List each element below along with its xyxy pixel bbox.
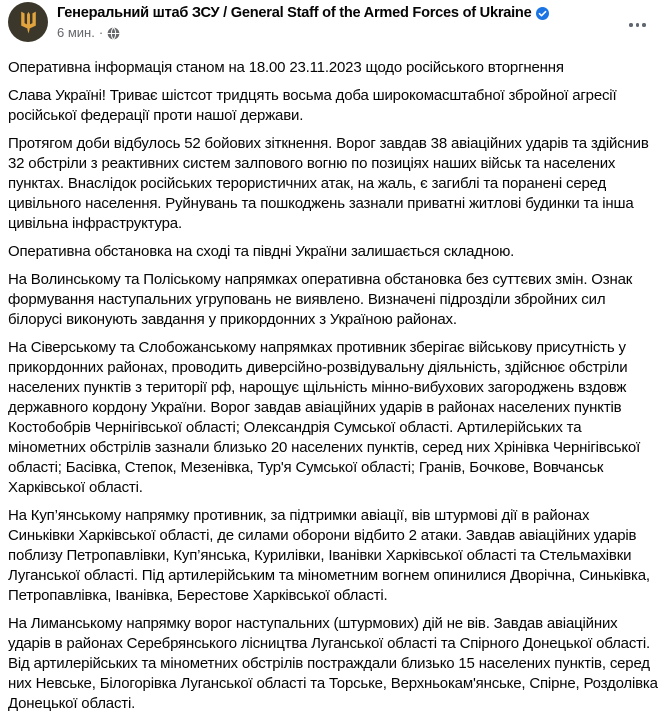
avatar[interactable] (8, 2, 48, 42)
globe-icon (107, 27, 120, 40)
post-paragraph: Слава Україні! Триває шістсот тридцять восьма доба широкомасштабної збройної агресії російської федерації проти нашої держави. (8, 87, 617, 124)
header-meta (57, 2, 549, 41)
post-paragraph: Протягом доби відбулось 52 бойових зіткнення. Ворог завдав 38 авіаційних ударів та здійснив 32 обстріли з реактивних систем залпового вогню по позиціях наших військ та населених пунктах. Внаслідок російських терористичних атак, на жаль, є загиблі та поранені серед цивільного населення. Руйнувань та пошкоджень зазнали приватні житлові будинки та інша цивільна інфраструктура. (8, 135, 649, 232)
post-paragraph: На Сіверському та Слобожанському напрямках противник зберігає військову присутність у прикордонних районах, проводить диверсійно-розвідувальну діяльність, здійснює обстріли населених пунктів з території рф, нарощує щільність мінно-вибухових загороджень вздовж державного кордону України. Ворог завдав авіаційних ударів в районах населених пунктів Костобобрів Чернігівської області; Олександрія Сумської області. Артилерійських та мінометних обстрілів зазнали близько 20 населених пунктів, серед них Хрінівка Чернігівської області; Басівка, Степок, Мезенівка, Тур'я Сумської області; Гранів, Бочкове, Вовчанськ Харківської області. (8, 339, 641, 496)
post-paragraph: Оперативна обстановка на сході та півдні України залишається складною. (8, 243, 515, 260)
more-options-dot (629, 23, 633, 27)
meta-separator: · (98, 25, 104, 40)
verified-badge-icon (536, 7, 549, 20)
page-name-link[interactable]: Генеральний штаб ЗСУ / General Staff of the Armed Forces of Ukraine (57, 5, 532, 21)
title-row (57, 3, 549, 23)
more-options-dot (636, 23, 640, 27)
post-timestamp[interactable]: 6 мин. (57, 25, 95, 40)
post-body (8, 58, 658, 714)
post-paragraph: На Волинському та Поліському напрямках оперативна обстановка без суттєвих змін. Ознак формування наступальних угруповань не виявлено. Визначені підрозділи збройних сил білорусі виконують завдання у прикордонних з Україною районах. (8, 271, 633, 328)
post-paragraph: На Куп’янському напрямку противник, за підтримки авіації, вів штурмові дії в районах Синьківки Харківської області, де силами оборони відбито 2 атаки. Завдав авіаційних ударів поблизу Петропавлівки, Куп’янська, Курилівки, Іванівки Харківської області та Стельмахівки Луганської області. Під артилерійським та мінометним вогнем опинилися Дворічна, Синьківка, Петропавлівка, Іванівка, Берестове Харківської області. (8, 507, 650, 604)
post-paragraph: На Лиманському напрямку ворог наступальних (штурмових) дій не вів. Завдав авіаційних ударів в районах Серебрянського лісництва Луганської області та Спірного Донецької області. Від артилерійських та мінометних обстрілів постраждали близько 15 населених пунктів, серед них Невське, Білогорівка Луганської області та Торське, Верхньокам'янське, Спірне, Роздолівка Донецької області. (8, 615, 658, 712)
more-options-dot (642, 23, 646, 27)
more-options-button[interactable] (625, 17, 650, 33)
post-meta-row (57, 25, 549, 41)
post-paragraph: Оперативна інформація станом на 18.00 23.11.2023 щодо російського вторгнення (8, 59, 564, 76)
trident-icon (18, 10, 39, 35)
post-header (8, 2, 658, 42)
